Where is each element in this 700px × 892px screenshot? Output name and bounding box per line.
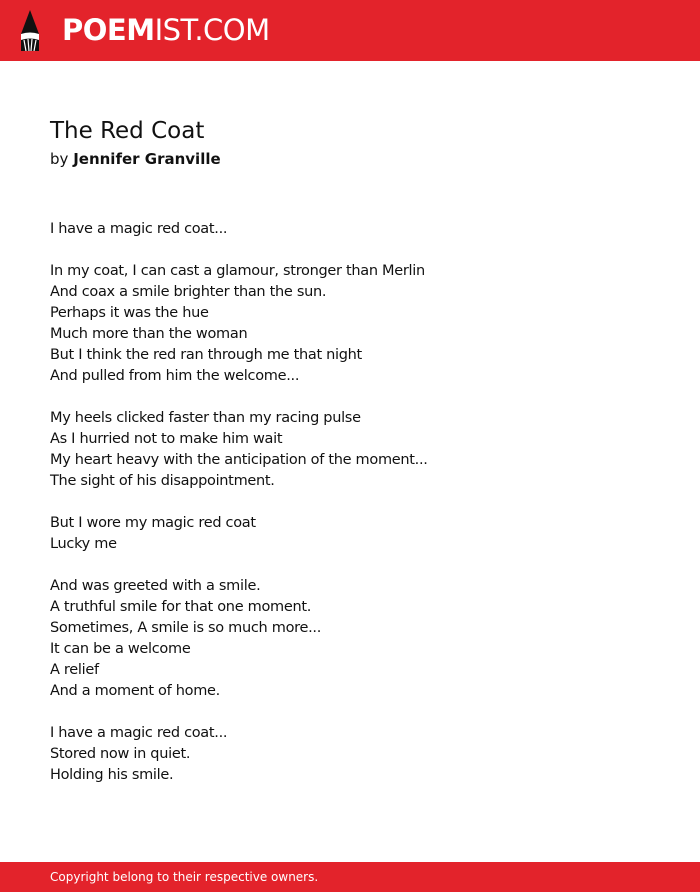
stanza [50, 219, 670, 240]
stanza [50, 408, 670, 492]
poem-line: Lucky me [50, 536, 117, 552]
poem-line: But I think the red ran through me that night [50, 347, 362, 363]
stanza [50, 576, 670, 702]
poem-line: Stored now in quiet. [50, 746, 191, 762]
poem-line: Perhaps it was the hue [50, 305, 209, 321]
poem-title: The Red Coat [50, 118, 205, 144]
poem-line: I have a magic red coat... [50, 221, 228, 237]
copyright-text: Copyright belong to their respective owners. [50, 870, 319, 884]
poem-line: Much more than the woman [50, 326, 248, 342]
poem-line: My heart heavy with the anticipation of the moment... [50, 452, 428, 468]
poem-line: And a moment of home. [50, 683, 220, 699]
poem-line: And pulled from him the welcome... [50, 368, 300, 384]
stanza [50, 261, 670, 387]
poem-line: A truthful smile for that one moment. [50, 599, 312, 615]
poem-line: And coax a smile brighter than the sun. [50, 284, 327, 300]
poem-line: My heels clicked faster than my racing pulse [50, 410, 361, 426]
site-footer [0, 862, 700, 892]
poem-line: I have a magic red coat... [50, 725, 228, 741]
poem-line: It can be a welcome [50, 641, 191, 657]
poem-body [50, 219, 670, 807]
author-name: Jennifer Granville [73, 150, 221, 168]
logo-light-text: IST.COM [154, 13, 270, 47]
poem-line: As I hurried not to make him wait [50, 431, 283, 447]
byline [50, 149, 221, 169]
poem-line: In my coat, I can cast a glamour, stronger than Merlin [50, 263, 425, 279]
logo-bold-text: POEM [62, 13, 155, 47]
byline-prefix: by [50, 150, 69, 168]
poem-line: And was greeted with a smile. [50, 578, 261, 594]
poem-line: But I wore my magic red coat [50, 515, 256, 531]
poem-line: The sight of his disappointment. [50, 473, 275, 489]
site-header [0, 0, 700, 61]
poem-line: Sometimes, A smile is so much more... [50, 620, 322, 636]
poem-line: A relief [50, 662, 99, 678]
poem-line: Holding his smile. [50, 767, 174, 783]
pencil-icon[interactable] [18, 10, 42, 51]
stanza [50, 513, 670, 555]
stanza [50, 723, 670, 786]
site-logo[interactable] [62, 13, 270, 47]
